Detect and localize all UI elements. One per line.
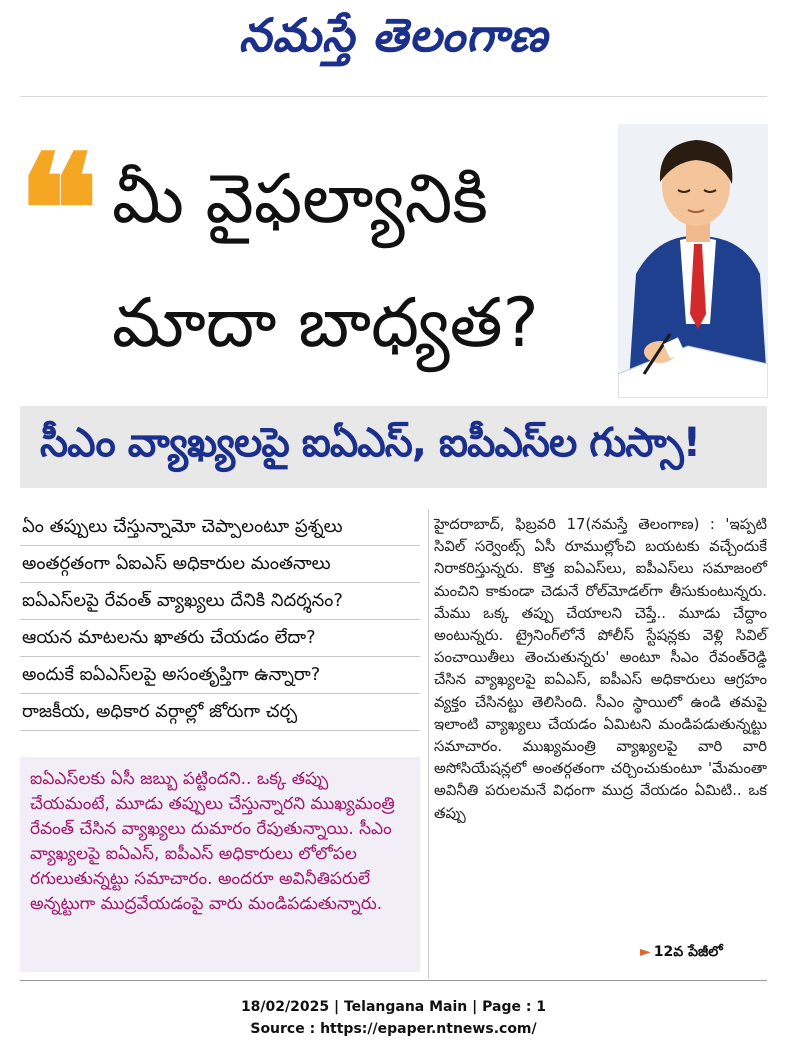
- footer-source-link[interactable]: Source : https://epaper.ntnews.com/: [250, 1021, 537, 1037]
- list-item: ఆయన మాటలను ఖాతరు చేయడం లేదా?: [20, 620, 420, 657]
- man-writing-illustration: [618, 124, 768, 398]
- subheadline-text: సీఎం వ్యాఖ్యలపై ఐఏఎస్, ఐపీఎస్‌ల గుస్సా!: [40, 420, 700, 466]
- masthead-divider: [20, 96, 767, 97]
- summary-box: [20, 757, 420, 972]
- newspaper-logo: నమస్తే తెలంగాణ: [238, 8, 549, 62]
- footer-edition-info: 18/02/2025 | Telangana Main | Page : 1: [240, 999, 547, 1015]
- continuation-text: 12వ పేజీలో: [653, 944, 723, 960]
- column-divider: [428, 509, 429, 979]
- bottom-divider: [20, 980, 767, 981]
- continuation-note[interactable]: [640, 944, 723, 963]
- list-item: అందుకే ఐఏఎస్‌లపై అసంతృప్తిగా ఉన్నారా?: [20, 657, 420, 694]
- summary-text: ఐఏఎస్‌లకు ఏసీ జబ్బు పట్టిందని.. ఒక్క తప్పు చేయమంటే, మూడు తప్పులు చేస్తున్నారని ముఖ్యమంత్రి రేవంత్ చేసిన వ్యాఖ్యలు దుమారం రేపుతున్నాయి. సీఎం వ్యాఖ్యలపై ఐఏఎస్, ఐపీఎస్ అధికారులు లోలోపల రగులుతున్నట్టు సమాచారం. అందరూ అవినీతిపరులే అన్నట్టుగా ముద్రవేయడంపై వారు మండిపడుతున్నారు.: [30, 769, 395, 914]
- arrow-right-icon: ►: [640, 944, 651, 960]
- subheadline-banner: [20, 406, 767, 488]
- headline-line-2: మాదా బాధ్యత?: [112, 284, 539, 363]
- list-item: ఐఏఎస్‌లపై రేవంత్ వ్యాఖ్యలు దేనికి నిదర్శనం?: [20, 583, 420, 620]
- question-list: [20, 509, 420, 731]
- list-item: ఏం తప్పులు చేస్తున్నామో చెప్పాలంటూ ప్రశ్నలు: [20, 509, 420, 546]
- article-body: హైదరాబాద్, ఫిబ్రవరి 17(నమస్తే తెలంగాణ) : 'ఇప్పటి సివిల్ సర్వెంట్స్ ఏసీ రూముల్లోంచి బయటకు వచ్చేందుకే నిరాకరిస్తున్నరు. కొత్త ఐఏఎస్‌లు, ఐపీఎస్‌లు సమాజంలో మంచిని కాకుండా చెడునే రోల్‌మోడల్‌గా తీసుకుంటున్నరు. మేము ఒక్క తప్పు చేయాలని చెప్తే.. మూడు చేద్దాం అంటున్నరు. ట్రైనింగ్‌లోనే పోలీస్ స్టేషన్లకు వెళ్లి సివిల్ పంచాయితీలు తెంచుతున్నరు' అంటూ సీఎం రేవంత్‌రెడ్డి చేసిన వ్యాఖ్యలపై ఐఏఎస్, ఐపీఎస్ అధికారులు ఆగ్రహం వ్యక్తం చేసినట్టు తెలిసింది. సీఎం స్థాయిలో ఉండి తమపై ఇలాంటి వ్యాఖ్యలు చేయడం ఏమిటని మండిపడుతున్నట్టు సమాచారం. ముఖ్యమంత్రి వ్యాఖ్యలపై వారి వారి అసోసియేషన్లలో అంతర్గతంగా చర్చించుకుంటూ 'మేమంతా అవినీతి పరులమనే విధంగా ముద్ర వేయడం ఏమిటి.. ఒక తప్పు: [434, 516, 767, 822]
- footer: [0, 996, 787, 1040]
- list-item: రాజకీయ, అధికార వర్గాల్లో జోరుగా చర్చ: [20, 694, 420, 731]
- list-item: అంతర్గతంగా ఏఐఎస్ అధికారుల మంతనాలు: [20, 546, 420, 583]
- headline-line-1: మీ వైఫల్యానికి: [112, 160, 488, 239]
- headline: [112, 138, 612, 386]
- masthead: [0, 0, 787, 80]
- quote-mark-icon: ❝: [18, 122, 99, 298]
